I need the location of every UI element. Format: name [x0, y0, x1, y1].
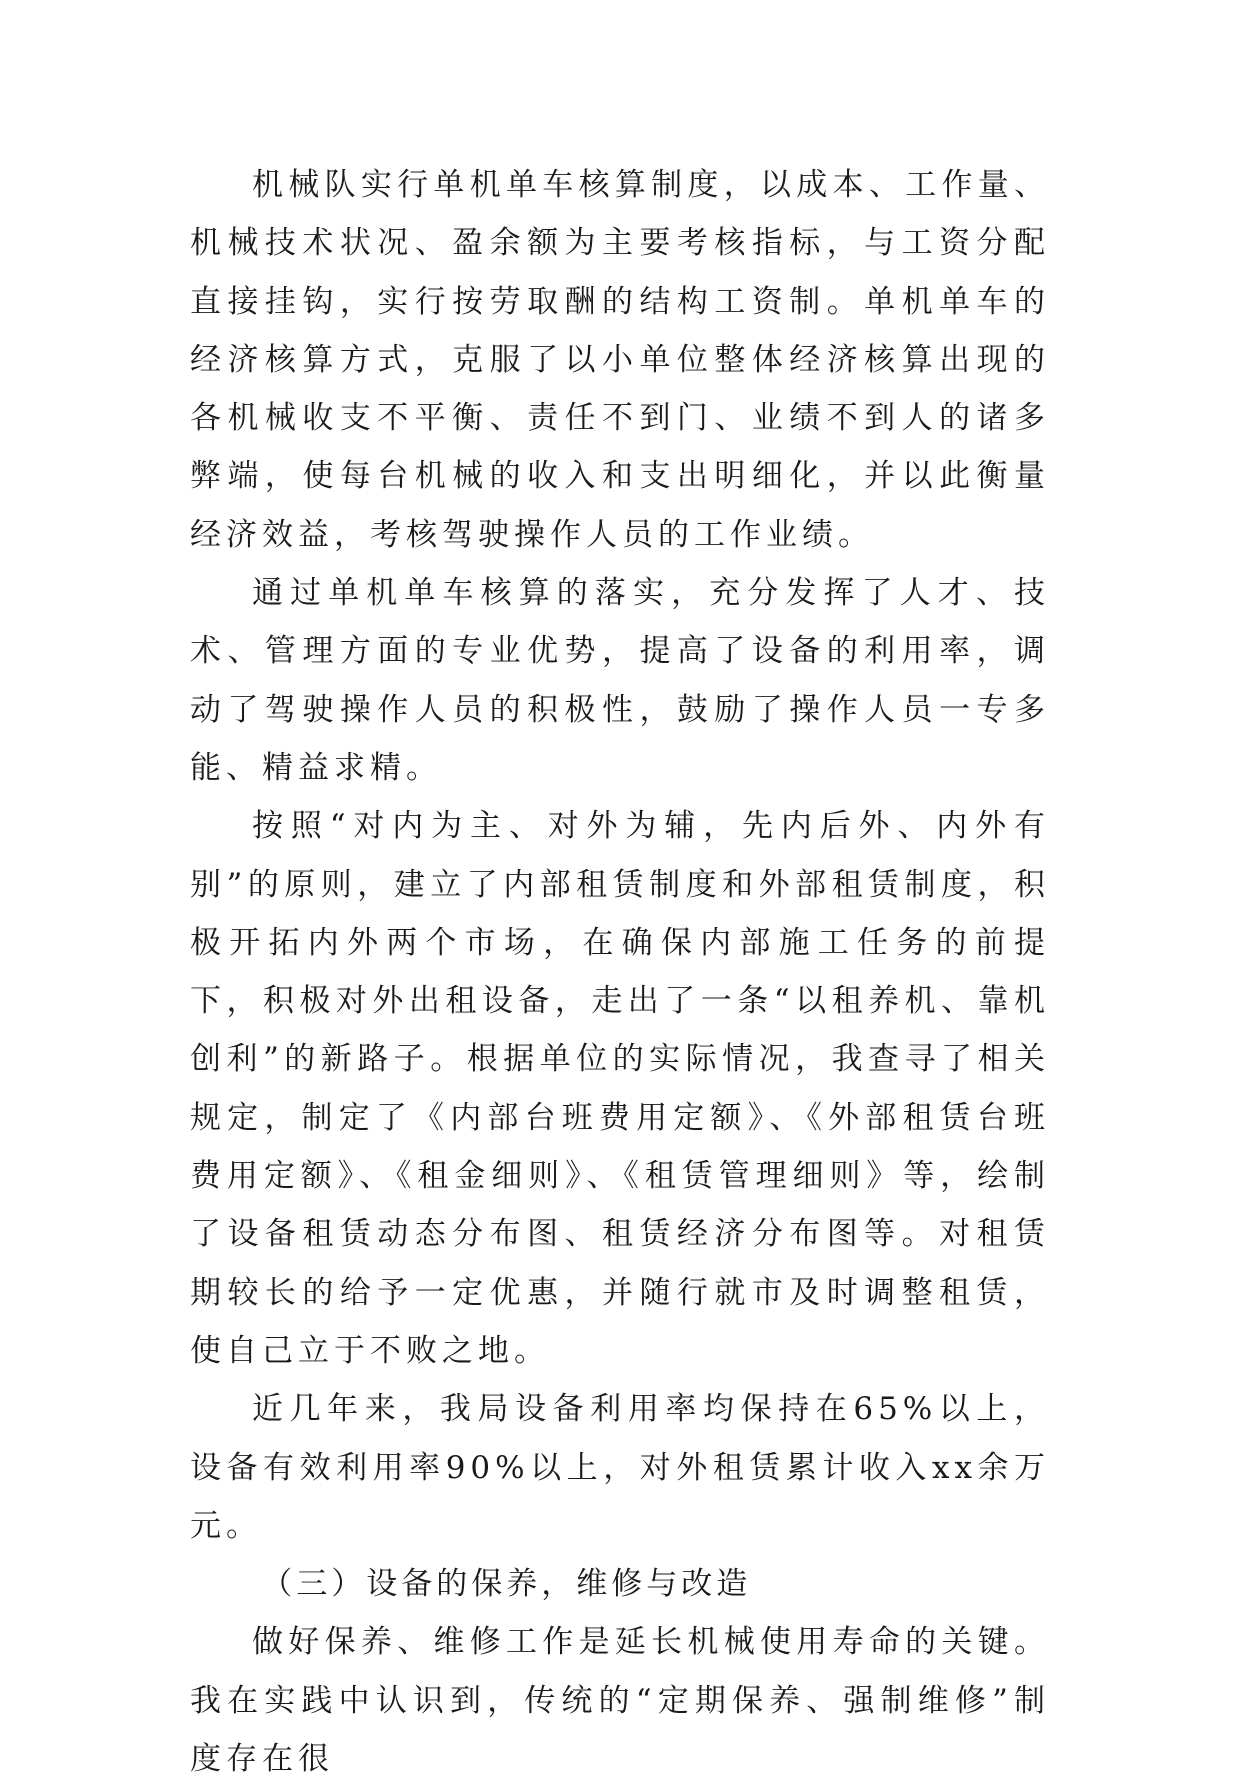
- paragraph-leasing-system: 按照“对内为主、对外为辅，先内后外、内外有别”的原则，建立了内部租赁制度和外部租赁制度，积极开拓内外两个市场，在确保内部施工任务的前提下，积极对外出租设备，走出了一条“以租养机、靠机创利”的新路子。根据单位的实际情况，我查寻了相关规定，制定了《内部台班费用定额》、《外部租赁台班费用定额》、《租金细则》、《租赁管理细则》等，绘制了设备租赁动态分布图、租赁经济分布图等。对租赁期较长的给予一定优惠，并随行就市及时调整租赁，使自己立于不败之地。: [190, 808, 1050, 1369]
- paragraph-utilization-rate: 近几年来，我局设备利用率均保持在65%以上，设备有效利用率90%以上，对外租赁累计收入xx余万元。: [190, 1391, 1050, 1544]
- section-heading: （三）设备的保养，维修与改造: [261, 1566, 752, 1603]
- paragraph-unit-accounting: 机械队实行单机单车核算制度，以成本、工作量、机械技术状况、盈余额为主要考核指标，与工资分配直接挂钩，实行按劳取酬的结构工资制。单机单车的经济核算方式，克服了以小单位整体经济核算出现的各机械收支不平衡、责任不到门、业绩不到人的诸多弊端，使每台机械的收入和支出明细化，并以此衡量经济效益，考核驾驶操作人员的工作业绩。: [190, 167, 1050, 553]
- document-body: [190, 156, 1050, 1788]
- paragraph-accounting-results: 通过单机单车核算的落实，充分发挥了人才、技术、管理方面的专业优势，提高了设备的利用率，调动了驾驶操作人员的积极性，鼓励了操作人员一专多能、精益求精。: [190, 575, 1050, 786]
- paragraph-maintenance: 做好保养、维修工作是延长机械使用寿命的关键。我在实践中认识到，传统的“定期保养、强制维修”制度存在很: [190, 1624, 1050, 1778]
